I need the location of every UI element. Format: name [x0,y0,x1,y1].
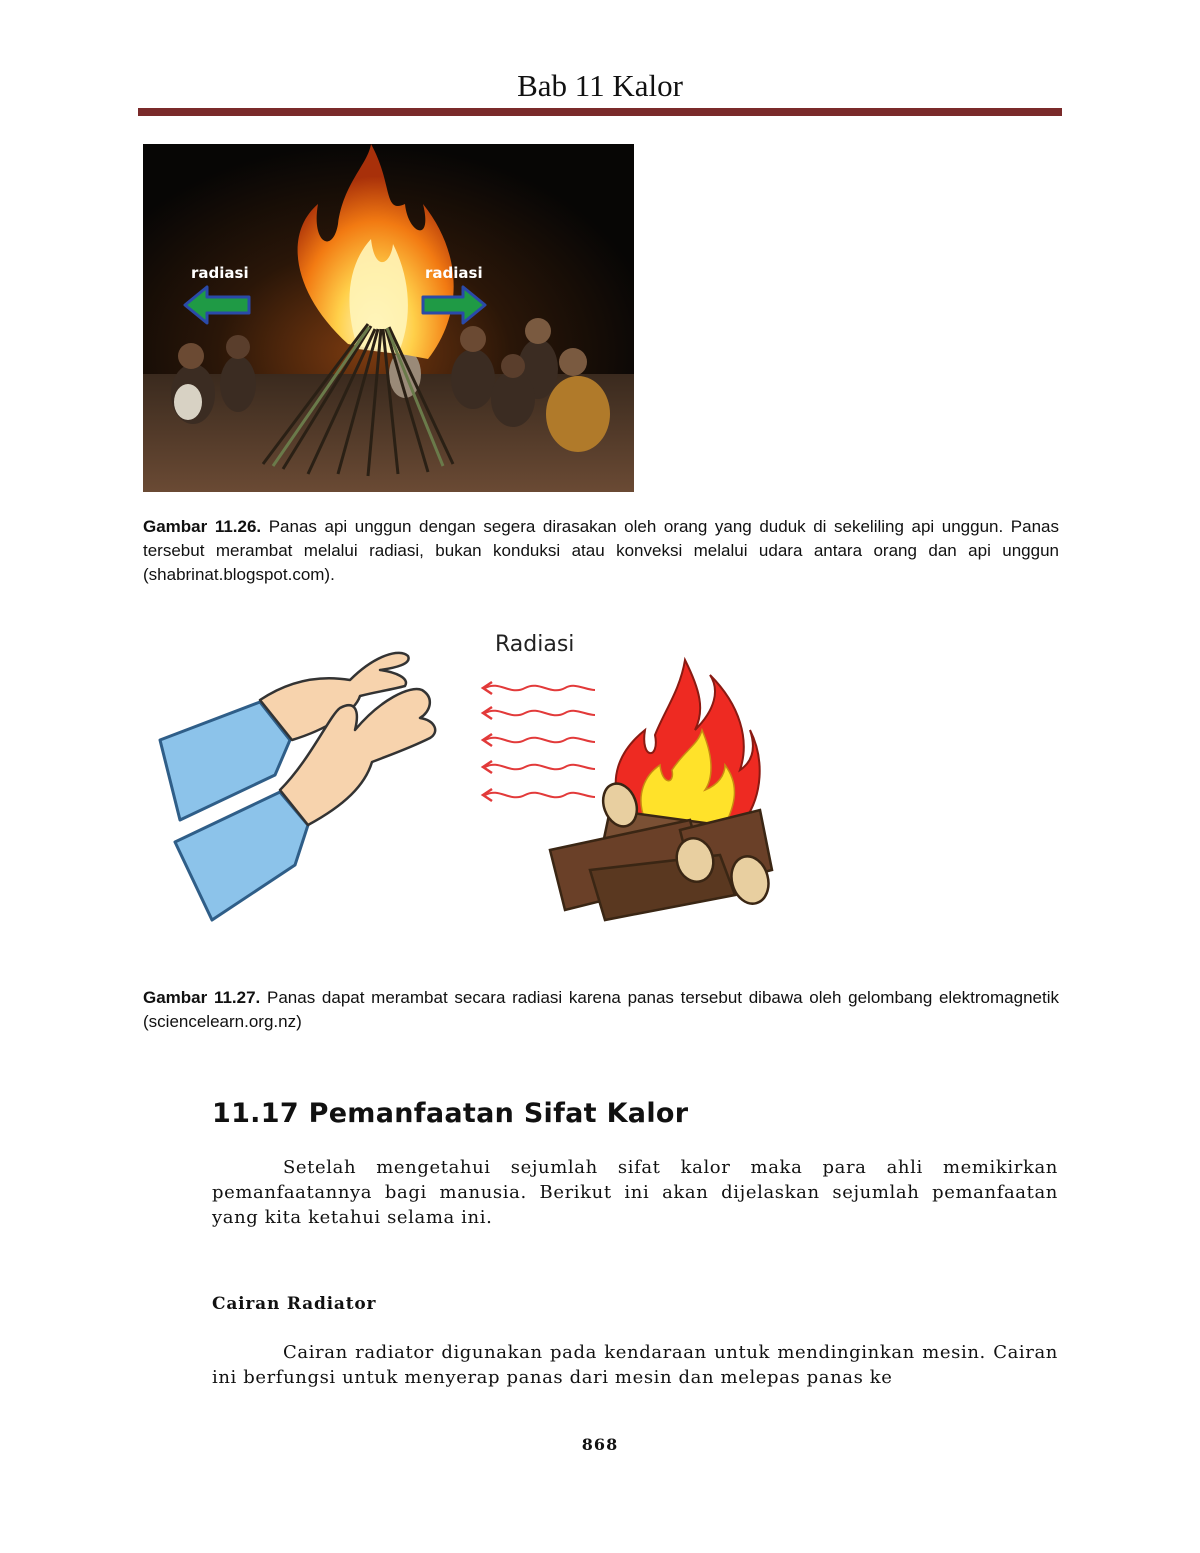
figure-caption-11-26 [143,515,1059,587]
chapter-divider [138,108,1062,116]
intro-paragraph: Setelah mengetahui sejumlah sifat kalor maka para ahli memikirkan pemanfaatannya bagi manusia. Berikut ini akan dijelaskan sejumlah pemanfaatan yang kita ketahui selama ini. [212,1157,1058,1228]
radiasi-label-left: radiasi [191,264,249,282]
campfire-icon [550,660,774,920]
caption-text: Panas dapat merambat secara radiasi karena panas tersebut dibawa oleh gelombang elektromagnetik (sciencelearn.org.nz) [143,988,1059,1031]
subsection-heading: Cairan Radiator [212,1294,377,1314]
hand-icon [160,653,435,920]
radiasi-label-right: radiasi [425,264,483,282]
radiasi-title: Radiasi [495,632,575,657]
page-number: 868 [581,1435,619,1454]
heat-wave-icon [483,682,595,801]
chapter-title: Bab 11 Kalor [517,68,683,103]
caption-label: Gambar 11.27. [143,988,261,1007]
radiation-illustration [150,620,790,940]
radiator-paragraph: Cairan radiator digunakan pada kendaraan untuk mendinginkan mesin. Cairan ini berfungsi untuk menyerap panas dari mesin dan melepas panas ke [212,1342,1058,1388]
section-heading: 11.17 Pemanfaatan Sifat Kalor [212,1098,689,1129]
caption-text: Panas api unggun dengan segera dirasakan oleh orang yang duduk di sekeliling api unggun. Panas tersebut merambat melalui radiasi, bukan konduksi atau konveksi melalui udara antara orang dan api unggun (shabrinat.blogspot.com). [143,517,1059,584]
figure-caption-11-27 [143,986,1059,1034]
caption-label: Gambar 11.26. [143,517,262,536]
bonfire-photo [143,144,634,492]
